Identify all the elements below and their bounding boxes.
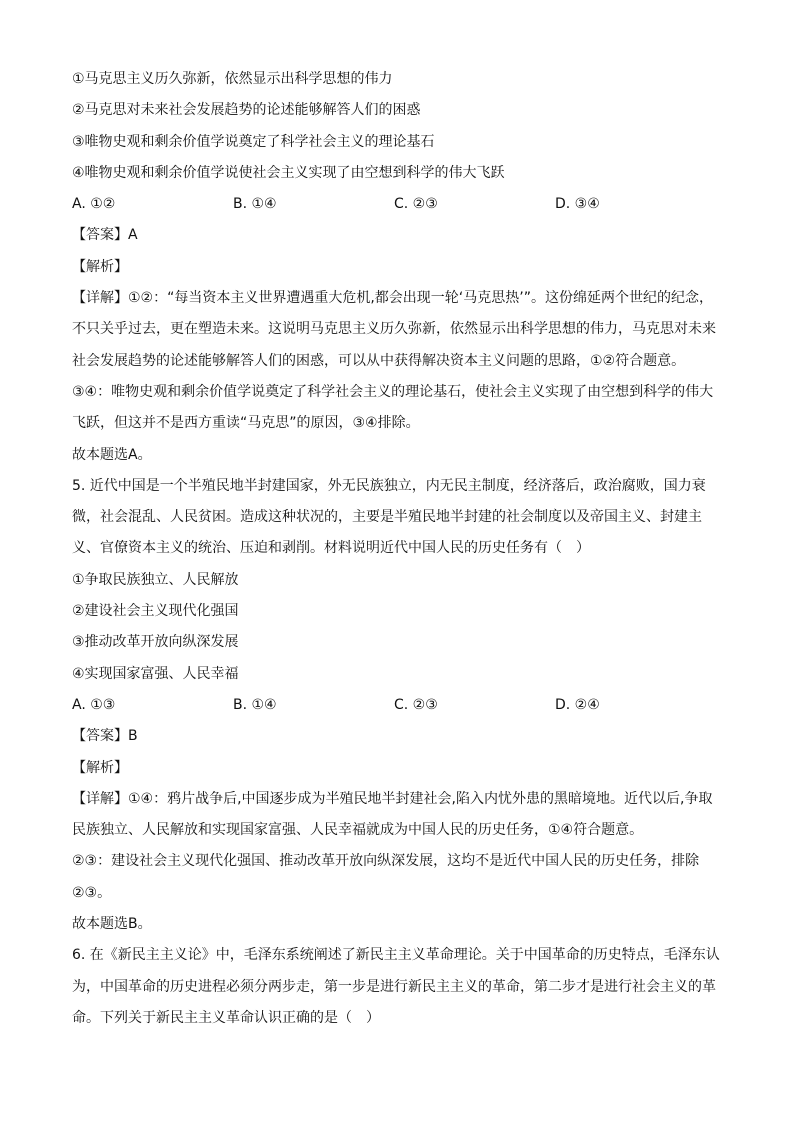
q4-detail-paragraph-2: ③④：唯物史观和剩余价值学说奠定了科学社会主义的理论基石，使社会主义实现了由空想到科学的伟大飞跃，但这并不是西方重读“马克思”的原因，③④排除。 (72, 383, 714, 432)
q4-statement-3: ③唯物史观和剩余价值学说奠定了科学社会主义的理论基石 (72, 133, 435, 150)
q6-stem: 6. 在《新民主主义论》中，毛泽东系统阐述了新民主主义革命理论。关于中国革命的历史特点，毛泽东认为，中国革命的历史进程必须分两步走，第一步是进行新民主主义的革命，第二步才是进行社会主义的革命。下列关于新民主主义革命认识正确的是（ ） (72, 947, 720, 1026)
q4-choice-c: C. ②③ (394, 196, 438, 213)
q5-statement-2: ②建设社会主义现代化强国 (72, 603, 239, 620)
q5-choice-b: B. ①④ (233, 696, 277, 713)
q5-choice-c: C. ②③ (394, 696, 438, 713)
q4-detail-paragraph-1: 【详解】①②：“每当资本主义世界遭遇重大危机,都会出现一轮‘马克思热’”。这份绵延两个世纪的纪念，不只关乎过去，更在塑造未来。这说明马克思主义历久弥新，依然显示出科学思想的伟力，马克思对未来社会发展趋势的论述能够解答人们的困惑，可以从中获得解决资本主义问题的思路，①②符合题意。 (72, 290, 716, 369)
q5-detail-paragraph-1: 【详解】①④：鸦片战争后,中国逐步成为半殖民地半封建社会,陷入内忧外患的黑暗境地。近代以后,争取民族独立、人民解放和实现国家富强、人民幸福就成为中国人民的历史任务，①④符合题意。 (72, 790, 713, 839)
q5-stem: 5. 近代中国是一个半殖民地半封建国家，外无民族独立，内无民主制度，经济落后，政治腐败，国力衰微，社会混乱、人民贫困。造成这种状况的，主要是半殖民地半封建的社会制度以及帝国主义、封建主义、官僚资本主义的统治、压迫和剥削。材料说明近代中国人民的历史任务有（ ） (72, 477, 706, 557)
q5-statement-4: ④实现国家富强、人民幸福 (72, 665, 239, 682)
q5-statement-1: ①争取民族独立、人民解放 (72, 571, 239, 588)
q5-analysis-label: 【解析】 (72, 759, 128, 776)
q4-statement-4: ④唯物史观和剩余价值学说使社会主义实现了由空想到科学的伟大飞跃 (72, 164, 505, 181)
q4-choices (72, 189, 722, 220)
q4-answer: 【答案】A (72, 227, 138, 244)
q5-choices (72, 690, 722, 721)
q5-choice-a: A. ①③ (72, 696, 116, 713)
q5-conclusion: 故本题选B。 (72, 916, 152, 933)
q5-choice-d: D. ②④ (555, 696, 600, 713)
q4-choice-a: A. ①② (72, 196, 116, 213)
q4-choice-b: B. ①④ (233, 196, 277, 213)
q4-statement-2: ②马克思对未来社会发展趋势的论述能够解答人们的困惑 (72, 102, 421, 119)
q4-choice-d: D. ③④ (555, 196, 600, 213)
q4-conclusion: 故本题选A。 (72, 446, 152, 463)
q4-analysis-label: 【解析】 (72, 258, 128, 275)
q5-detail-paragraph-2: ②③：建设社会主义现代化强国、推动改革开放向纵深发展，这均不是近代中国人民的历史任务，排除②③。 (72, 853, 700, 901)
q5-answer: 【答案】B (72, 728, 138, 745)
q4-statement-1: ①马克思主义历久弥新，依然显示出科学思想的伟力 (72, 71, 393, 87)
q5-statement-3: ③推动改革开放向纵深发展 (72, 634, 239, 651)
